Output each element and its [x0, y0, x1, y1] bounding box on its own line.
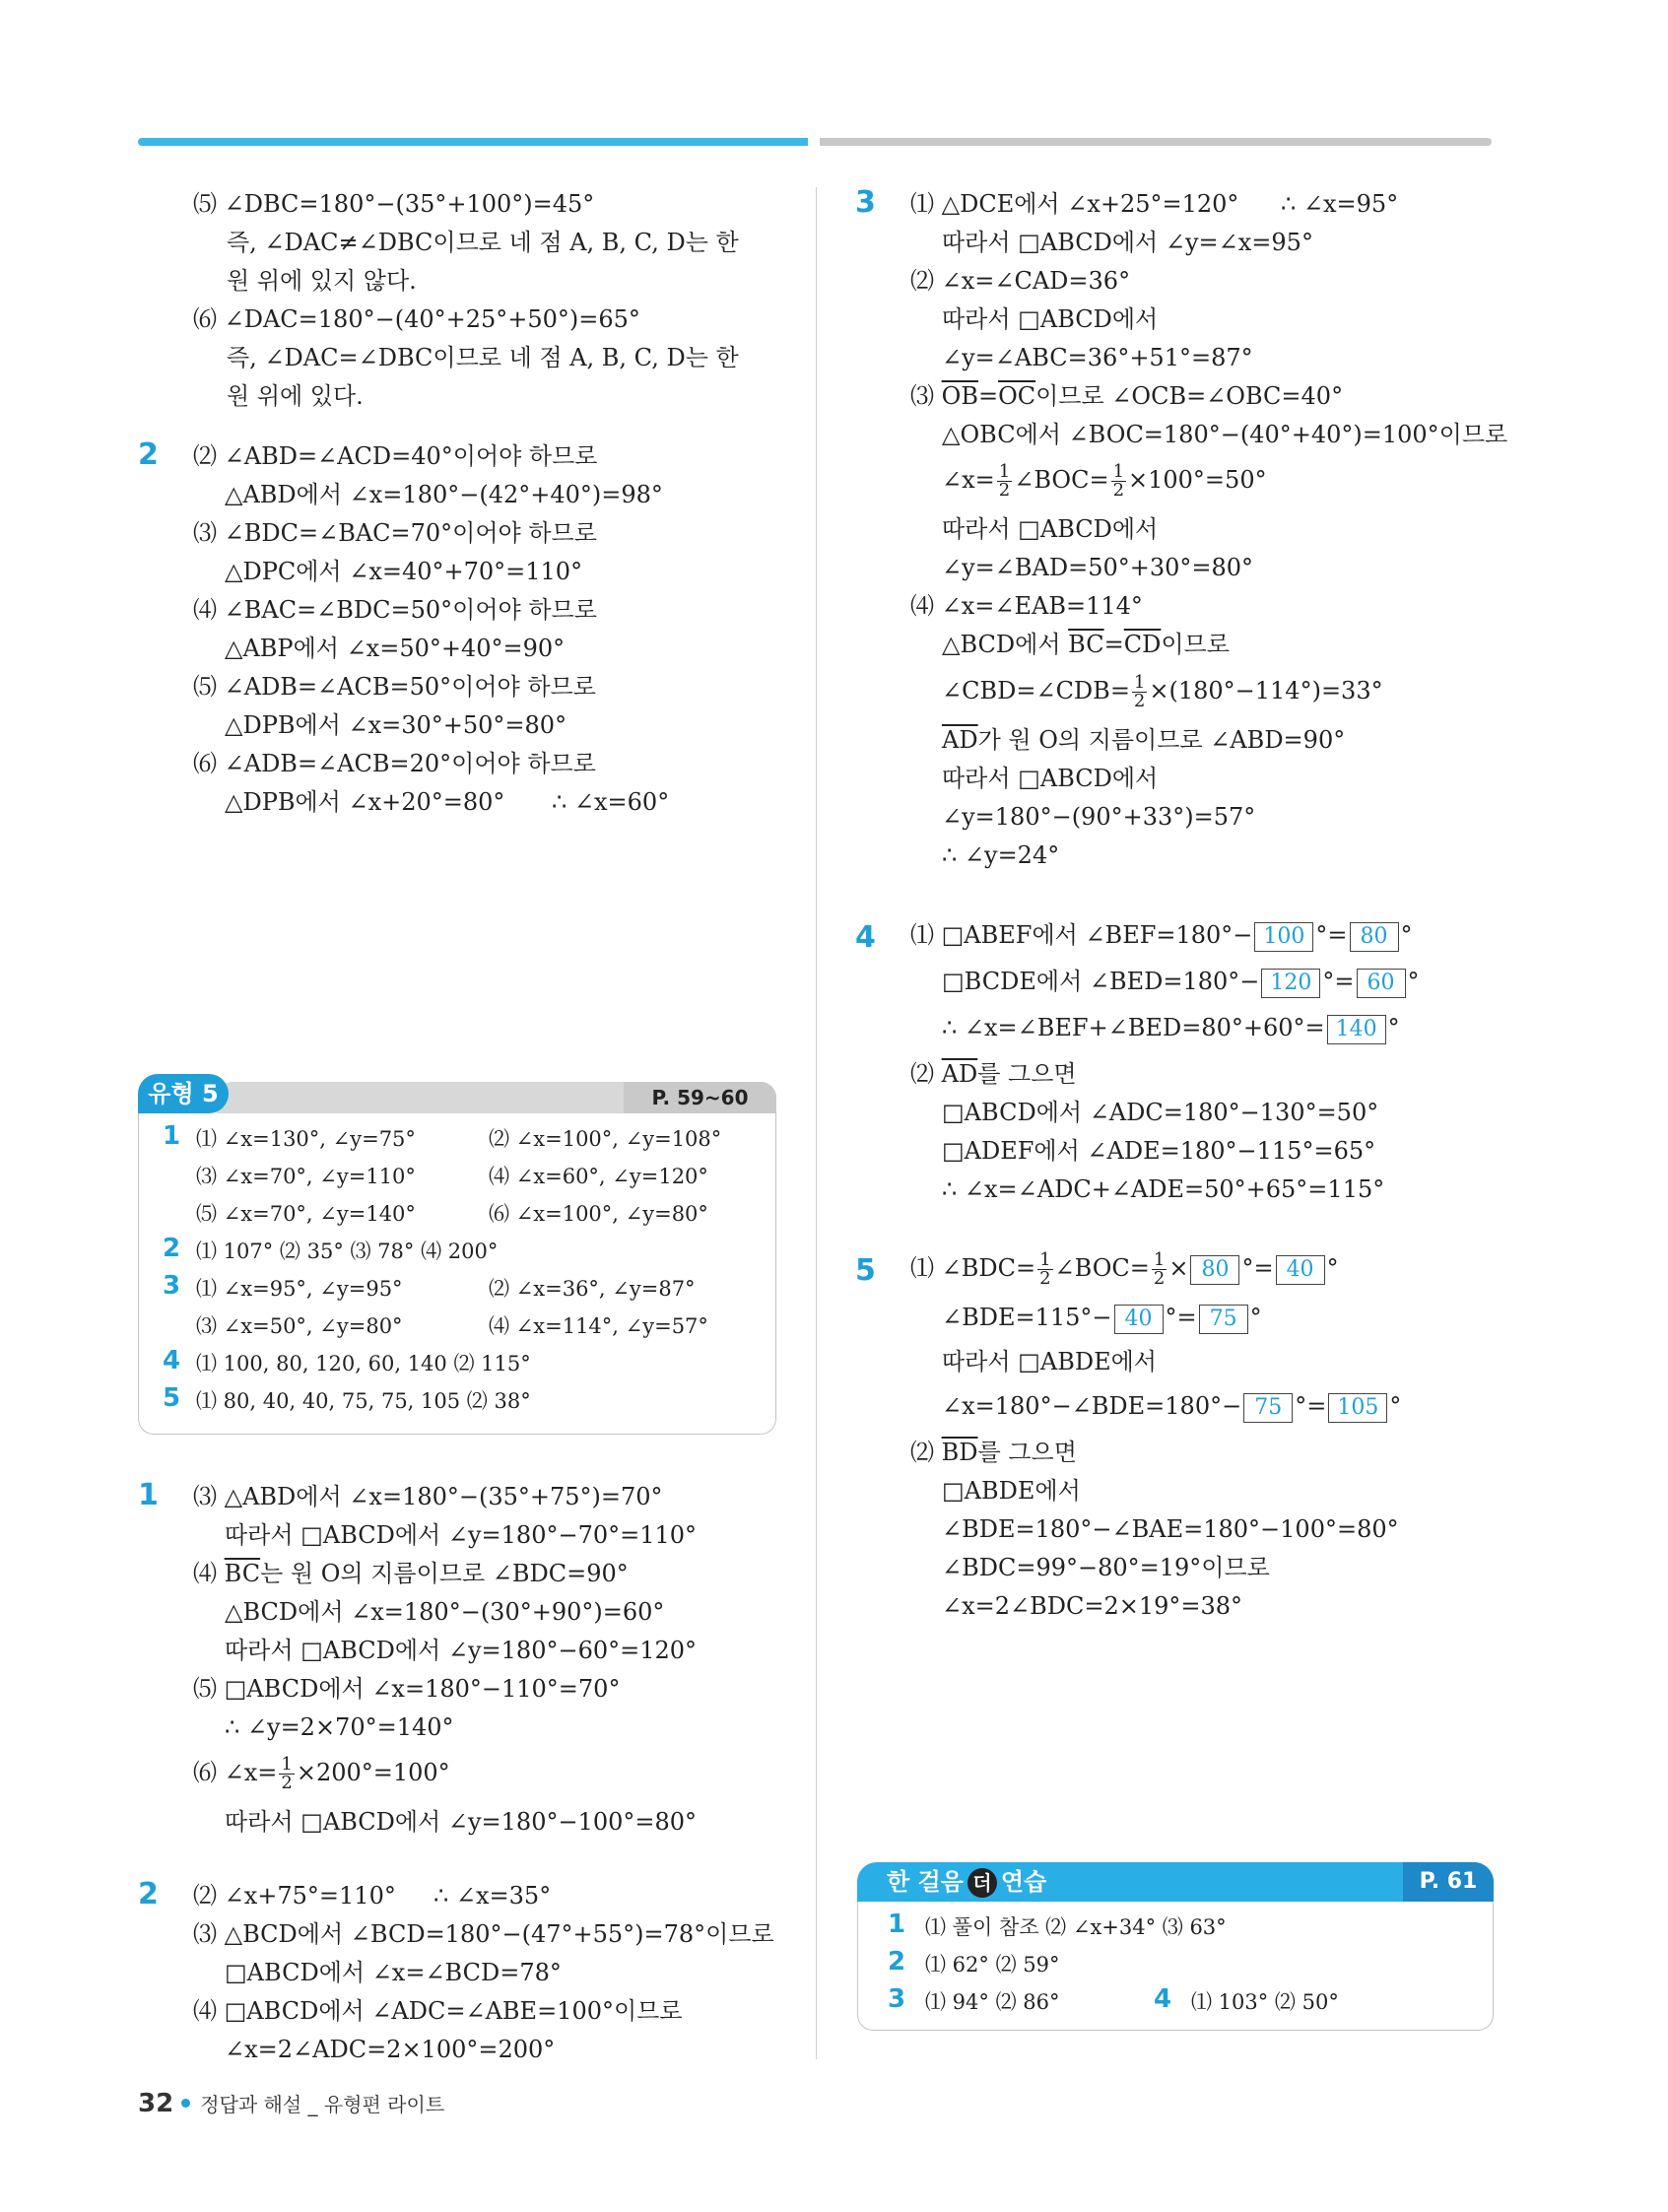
question-number: 2: [138, 437, 159, 472]
row-number: 1: [163, 1121, 181, 1151]
summary-box: [138, 1113, 776, 1435]
line: △DPC에서 ∠x=40°+70°=110°: [225, 558, 583, 585]
line: 원 위에 있지 않다.: [227, 267, 417, 295]
line: ∠CBD=∠CDB= $\frac{1}{2}$ ×(180°−114°)=33°: [942, 672, 1383, 711]
extra-line: ⑴ 62° ⑵ 59°: [925, 1953, 1060, 1977]
extra-title: 한 걸음 더 연습: [887, 1868, 1047, 1896]
page-footer: [138, 2089, 444, 2118]
line: ⑹ ∠x= $\frac{1}{2}$ ×200°=100°: [193, 1754, 450, 1793]
line: ⑵ ∠ABD=∠ACD=40°이어야 하므로: [193, 442, 598, 470]
line: ⑷ □ABCD에서 ∠ADC=∠ABE=100°이므로: [193, 1997, 683, 2025]
question-number: 1: [138, 1478, 159, 1512]
answer-box: 120: [1261, 969, 1320, 998]
line: △BCD에서 $\overline{BC}=\overline{CD}$이므로: [942, 631, 1230, 658]
line: ⑸ ∠DBC=180°−(35°+100°)=45°: [193, 190, 595, 218]
summary-line: ⑶ ∠x=50°, ∠y=80°: [196, 1314, 403, 1338]
line: ⑸ □ABCD에서 ∠x=180°−110°=70°: [193, 1675, 621, 1703]
question-number: 5: [855, 1253, 876, 1288]
line: ⑶ ∠BDC=∠BAC=70°이어야 하므로: [193, 519, 597, 547]
line: □BCDE에서 ∠BED=180°− 120 °= 60 °: [942, 963, 1420, 1001]
question-number: 4: [855, 920, 876, 955]
line: 따라서 □ABDE에서: [942, 1348, 1157, 1375]
summary-line: ⑸ ∠x=70°, ∠y=140°: [196, 1202, 416, 1226]
summary-line: ⑴ 100, 80, 120, 60, 140 ⑵ 115°: [196, 1352, 531, 1375]
line: 즉, ∠DAC=∠DBC이므로 네 점 A, B, C, D는 한: [227, 344, 739, 371]
summary-line: ⑴ ∠x=130°, ∠y=75°: [196, 1127, 416, 1151]
extra-line: ⑴ 풀이 참조 ⑵ ∠x+34° ⑶ 63°: [925, 1915, 1227, 1939]
line: ⑹ ∠DAC=180°−(40°+25°+50°)=65°: [193, 305, 640, 333]
line: □ABCD에서 ∠ADC=180°−130°=50°: [942, 1099, 1379, 1126]
summary-line: ⑷ ∠x=60°, ∠y=120°: [489, 1165, 708, 1188]
line: ∠x=2∠ADC=2×100°=200°: [225, 2036, 556, 2063]
line: ∴ ∠x=∠ADC+∠ADE=50°+65°=115°: [942, 1175, 1385, 1203]
answer-box: 60: [1357, 969, 1406, 998]
footer-text: 정답과 해설 _ 유형편 라이트: [200, 2093, 445, 2116]
row-number: 3: [888, 1984, 906, 2014]
answer-box: 40: [1276, 1255, 1325, 1285]
extra-line: ⑴ 103° ⑵ 50°: [1191, 1990, 1339, 2014]
line: ⑵ $\overline{BD}$를 그으면: [910, 1439, 1077, 1466]
line: ∴ ∠y=24°: [942, 841, 1060, 869]
line: ⑴ ∠BDC= $\frac{1}{2}$ ∠BOC= $\frac{1}{2}$ × 80 °= 40 °: [910, 1249, 1339, 1289]
line: □ADEF에서 ∠ADE=180°−115°=65°: [942, 1137, 1376, 1165]
line: ⑶ △BCD에서 ∠BCD=180°−(47°+55°)=78°이므로: [193, 1920, 774, 1948]
line: 따라서 □ABCD에서: [942, 515, 1159, 543]
summary-line: ⑵ ∠x=36°, ∠y=87°: [489, 1277, 696, 1301]
line: ∴ ∠x=35°: [434, 1882, 552, 1910]
line: △DPB에서 ∠x+20°=80°: [225, 788, 505, 816]
summary-line: ⑴ ∠x=95°, ∠y=95°: [196, 1277, 403, 1301]
extra-page-ref: P. 61: [1403, 1862, 1494, 1902]
row-number: 4: [163, 1346, 181, 1375]
line: ⑴ □ABEF에서 ∠BEF=180°− 100 °= 80 °: [910, 916, 1413, 955]
line: ⑵ $\overline{AD}$를 그으면: [910, 1060, 1077, 1088]
line: 따라서 □ABCD에서 ∠y=180°−60°=120°: [225, 1637, 698, 1664]
extra-line: ⑴ 94° ⑵ 86°: [925, 1990, 1060, 2014]
summary-line: ⑵ ∠x=100°, ∠y=108°: [489, 1127, 722, 1151]
answer-box: 75: [1243, 1393, 1293, 1423]
summary-page-ref: P. 59~60: [624, 1082, 776, 1113]
line: 따라서 □ABCD에서 ∠y=∠x=95°: [942, 229, 1313, 256]
line: ⑹ ∠ADB=∠ACB=20°이어야 하므로: [193, 750, 596, 777]
bullet-icon: [181, 2099, 190, 2108]
line: ∠x=180°−∠BDE=180°− 75 °= 105 °: [942, 1387, 1401, 1426]
line: 원 위에 있다.: [227, 382, 364, 410]
answer-box: 75: [1199, 1305, 1248, 1334]
summary-line: ⑹ ∠x=100°, ∠y=80°: [489, 1202, 708, 1226]
line: ⑵ ∠x+75°=110°: [193, 1882, 396, 1910]
line: △ABP에서 ∠x=50°+40°=90°: [225, 635, 566, 662]
summary-line: ⑴ 80, 40, 40, 75, 75, 105 ⑵ 38°: [196, 1389, 531, 1413]
row-number: 2: [888, 1947, 906, 1977]
line: ∠BDE=115°− 40 °= 75 °: [942, 1299, 1262, 1337]
line: $\overline{AD}$가 원 O의 지름이므로 ∠ABD=90°: [942, 726, 1346, 754]
line: △OBC에서 ∠BOC=180°−(40°+40°)=100°이므로: [942, 421, 1508, 448]
line: ⑶ △ABD에서 ∠x=180°−(35°+75°)=70°: [193, 1483, 663, 1510]
line: ∠BDC=99°−80°=19°이므로: [942, 1554, 1270, 1581]
answer-box: 80: [1190, 1255, 1239, 1285]
line: △DPB에서 ∠x=30°+50°=80°: [225, 711, 567, 739]
line: ⑷ ∠x=∠EAB=114°: [910, 592, 1143, 620]
line: ⑶ $\overline{OB}=\overline{OC}$이므로 ∠OCB=∠OBC=40°: [910, 382, 1344, 410]
summary-line: ⑴ 107° ⑵ 35° ⑶ 78° ⑷ 200°: [196, 1240, 499, 1263]
row-number: 5: [163, 1383, 181, 1413]
summary-line: ⑶ ∠x=70°, ∠y=110°: [196, 1165, 416, 1188]
answer-box: 80: [1350, 922, 1399, 952]
answer-box: 100: [1254, 922, 1313, 952]
line: 즉, ∠DAC≠∠DBC이므로 네 점 A, B, C, D는 한: [227, 229, 739, 256]
line: ⑷ $\overline{BC}$는 원 O의 지름이므로 ∠BDC=90°: [193, 1560, 629, 1587]
column-divider: [816, 187, 817, 2059]
summary-tab: 유형 5: [138, 1074, 229, 1113]
summary-line: ⑷ ∠x=114°, ∠y=57°: [489, 1314, 708, 1338]
line: 따라서 □ABCD에서 ∠y=180°−70°=110°: [225, 1521, 698, 1549]
extra-box: [857, 1902, 1494, 2031]
fraction: $\frac{1}{2}$: [281, 1754, 293, 1793]
extra-practice: [857, 1862, 1494, 2044]
line: ∠y=180°−(90°+33°)=57°: [942, 803, 1256, 831]
line: □ABDE에서: [942, 1477, 1081, 1505]
line: ∴ ∠y=2×70°=140°: [225, 1713, 454, 1741]
header-bar-left: [138, 138, 808, 146]
line: ∠BDE=180°−∠BAE=180°−100°=80°: [942, 1515, 1399, 1543]
row-number: 1: [888, 1910, 906, 1939]
line: ⑴ △DCE에서 ∠x+25°=120°: [910, 190, 1239, 218]
line: □ABCD에서 ∠x=∠BCD=78°: [225, 1959, 562, 1986]
line: ∠x= $\frac{1}{2}$ ∠BOC= $\frac{1}{2}$ ×100°=50°: [942, 461, 1267, 501]
line: ∠x=2∠BDC=2×19°=38°: [942, 1592, 1243, 1620]
row-number: 2: [163, 1234, 181, 1263]
answer-box: 40: [1114, 1305, 1164, 1334]
line: ⑵ ∠x=∠CAD=36°: [910, 267, 1131, 295]
type5-summary: [138, 1074, 776, 1448]
line: ∠y=∠ABC=36°+51°=87°: [942, 344, 1253, 371]
line: △ABD에서 ∠x=180°−(42°+40°)=98°: [225, 481, 663, 508]
question-number: 2: [138, 1877, 159, 1911]
extra-title-circle: 더: [967, 1868, 997, 1898]
line: 따라서 □ABCD에서: [942, 765, 1159, 792]
answer-box: 105: [1328, 1393, 1387, 1423]
line: ∴ ∠x=60°: [552, 788, 670, 816]
line: 따라서 □ABCD에서 ∠y=180°−100°=80°: [225, 1808, 698, 1836]
row-number: 4: [1154, 1984, 1172, 2014]
line: ∴ ∠x=∠BEF+∠BED=80°+60°= 140 °: [942, 1009, 1400, 1047]
header-bar-right: [820, 138, 1492, 146]
line: △BCD에서 ∠x=180°−(30°+90°)=60°: [225, 1598, 665, 1626]
answer-box: 140: [1327, 1015, 1386, 1044]
page-number: 32: [138, 2089, 174, 2118]
line: ∠y=∠BAD=50°+30°=80°: [942, 554, 1254, 581]
line: 따라서 □ABCD에서: [942, 305, 1159, 333]
question-number: 3: [855, 185, 876, 220]
row-number: 3: [163, 1271, 181, 1301]
line: ⑷ ∠BAC=∠BDC=50°이어야 하므로: [193, 596, 597, 624]
line: ⑸ ∠ADB=∠ACB=50°이어야 하므로: [193, 673, 596, 701]
line: ∴ ∠x=95°: [1281, 190, 1399, 218]
